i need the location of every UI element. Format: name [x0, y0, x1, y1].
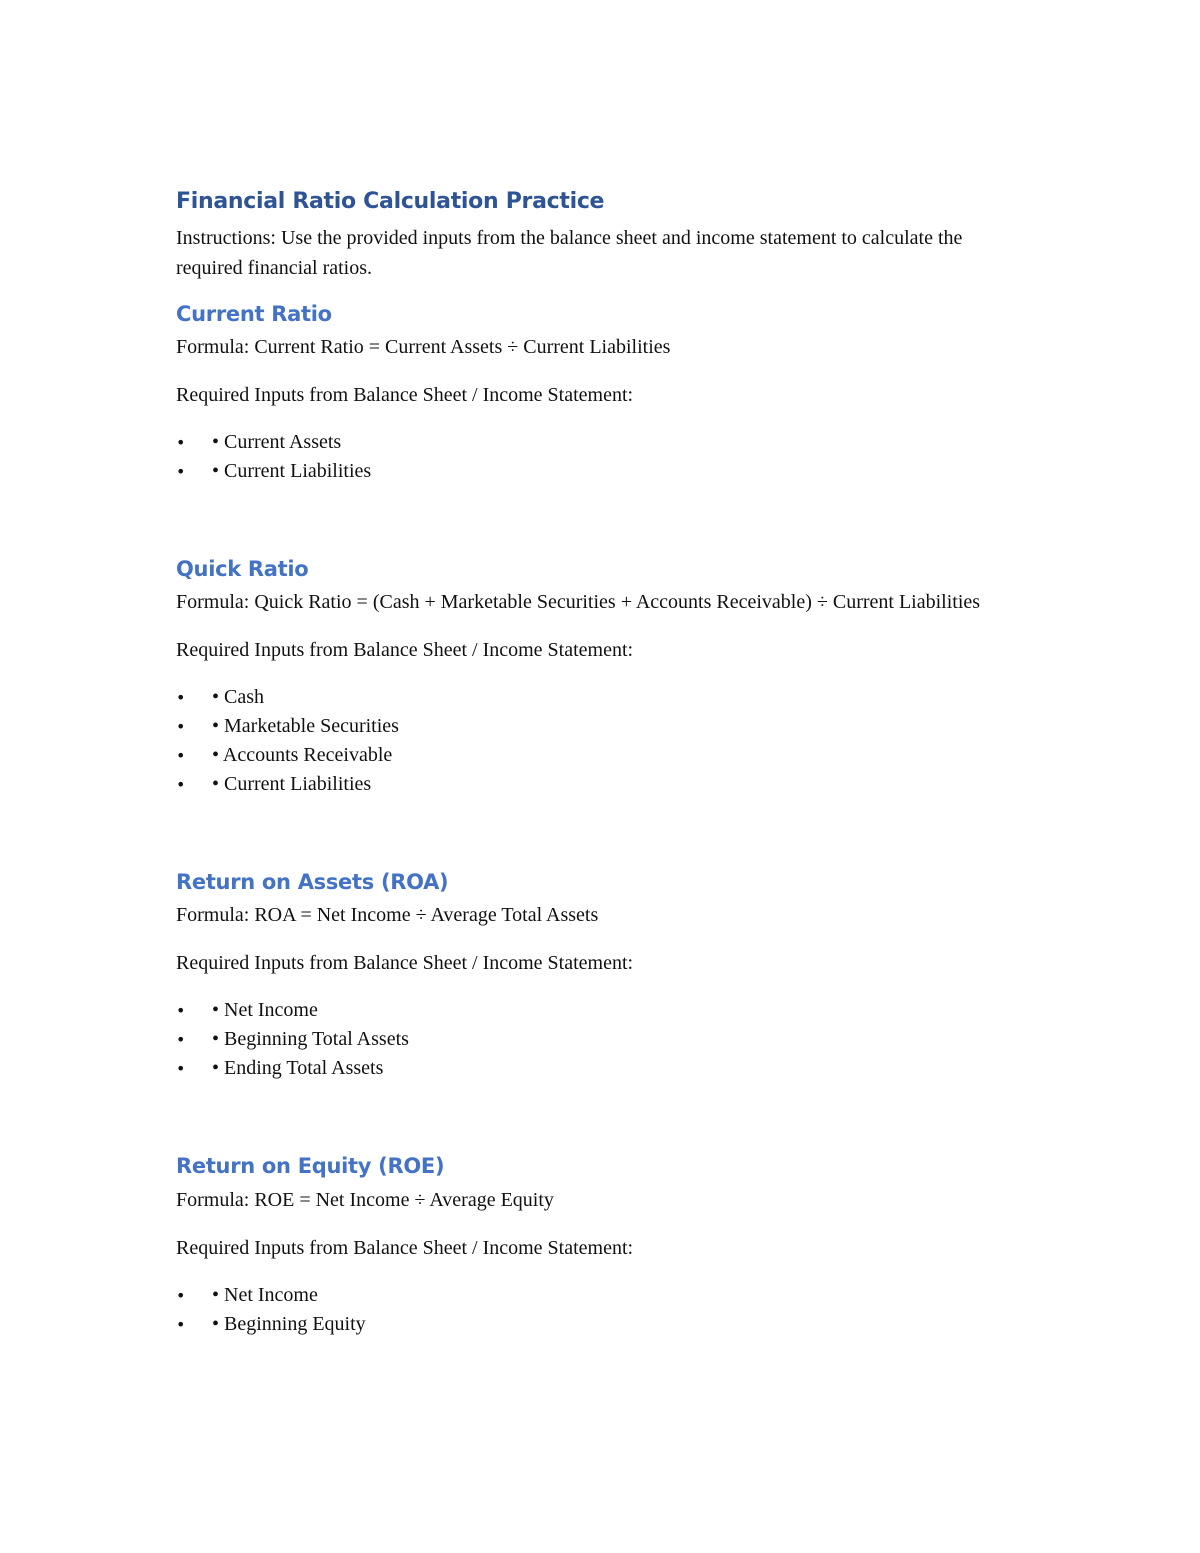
section-roe [176, 1153, 1006, 1338]
list-item-label: • Cash [212, 686, 265, 709]
section-heading: Current Ratio [176, 301, 332, 326]
formula-text: Formula: Quick Ratio = (Cash + Marketable Securities + Accounts Receivable) ÷ Current Liabilities [176, 591, 981, 614]
list-item-label: • Beginning Total Assets [212, 1028, 409, 1051]
section-current-ratio [176, 301, 1006, 486]
list-item [176, 1281, 1006, 1310]
formula-text: Formula: Current Ratio = Current Assets ÷ Current Liabilities [176, 335, 671, 358]
bullet-icon: • [176, 1285, 186, 1305]
bullet-icon: • [176, 1059, 186, 1079]
bullet-icon: • [176, 717, 186, 737]
list-item [176, 1310, 1006, 1339]
required-inputs-label: Required Inputs from Balance Sheet / Income Statement: [176, 383, 634, 406]
section-spacer [176, 799, 1006, 869]
section-roa [176, 869, 1006, 1083]
list-item-label: • Current Assets [212, 430, 342, 453]
bullet-icon: • [176, 432, 186, 452]
list-item [176, 457, 1006, 486]
required-inputs-label: Required Inputs from Balance Sheet / Income Statement: [176, 1236, 634, 1259]
list-item-label: • Net Income [212, 1283, 318, 1306]
document-title: Financial Ratio Calculation Practice [176, 189, 605, 214]
document-content [176, 188, 1006, 1339]
section-heading: Quick Ratio [176, 556, 309, 581]
bullet-icon: • [176, 1030, 186, 1050]
required-inputs-label: Required Inputs from Balance Sheet / Income Statement: [176, 639, 634, 662]
formula-text: Formula: ROA = Net Income ÷ Average Total Assets [176, 904, 599, 927]
list-item [176, 741, 1006, 770]
list-item [176, 428, 1006, 457]
list-item-label: • Ending Total Assets [212, 1057, 384, 1080]
formula-text: Formula: ROE = Net Income ÷ Average Equity [176, 1188, 554, 1211]
section-heading: Return on Assets (ROA) [176, 870, 449, 895]
list-item-label: • Current Liabilities [212, 773, 372, 796]
instructions-text: Instructions: Use the provided inputs from the balance sheet and income statement to calculate the required financial ratios. [176, 226, 963, 279]
bullet-icon: • [176, 688, 186, 708]
list-item [176, 770, 1006, 799]
list-item [176, 1025, 1006, 1054]
list-item-label: • Net Income [212, 999, 318, 1022]
section-spacer [176, 1083, 1006, 1153]
section-spacer [176, 486, 1006, 556]
required-inputs-list [176, 683, 1006, 799]
bullet-icon: • [176, 461, 186, 481]
bullet-icon: • [176, 1314, 186, 1334]
required-inputs-list [176, 1281, 1006, 1339]
list-item [176, 996, 1006, 1025]
list-item-label: • Beginning Equity [212, 1312, 366, 1335]
list-item [176, 1054, 1006, 1083]
list-item-label: • Current Liabilities [212, 459, 372, 482]
required-inputs-list [176, 428, 1006, 486]
section-quick-ratio [176, 556, 1006, 799]
list-item-label: • Accounts Receivable [212, 744, 393, 767]
list-item-label: • Marketable Securities [212, 715, 399, 738]
section-heading: Return on Equity (ROE) [176, 1154, 445, 1179]
list-item [176, 683, 1006, 712]
bullet-icon: • [176, 775, 186, 795]
bullet-icon: • [176, 1001, 186, 1021]
required-inputs-label: Required Inputs from Balance Sheet / Income Statement: [176, 952, 634, 975]
list-item [176, 712, 1006, 741]
required-inputs-list [176, 996, 1006, 1083]
bullet-icon: • [176, 746, 186, 766]
